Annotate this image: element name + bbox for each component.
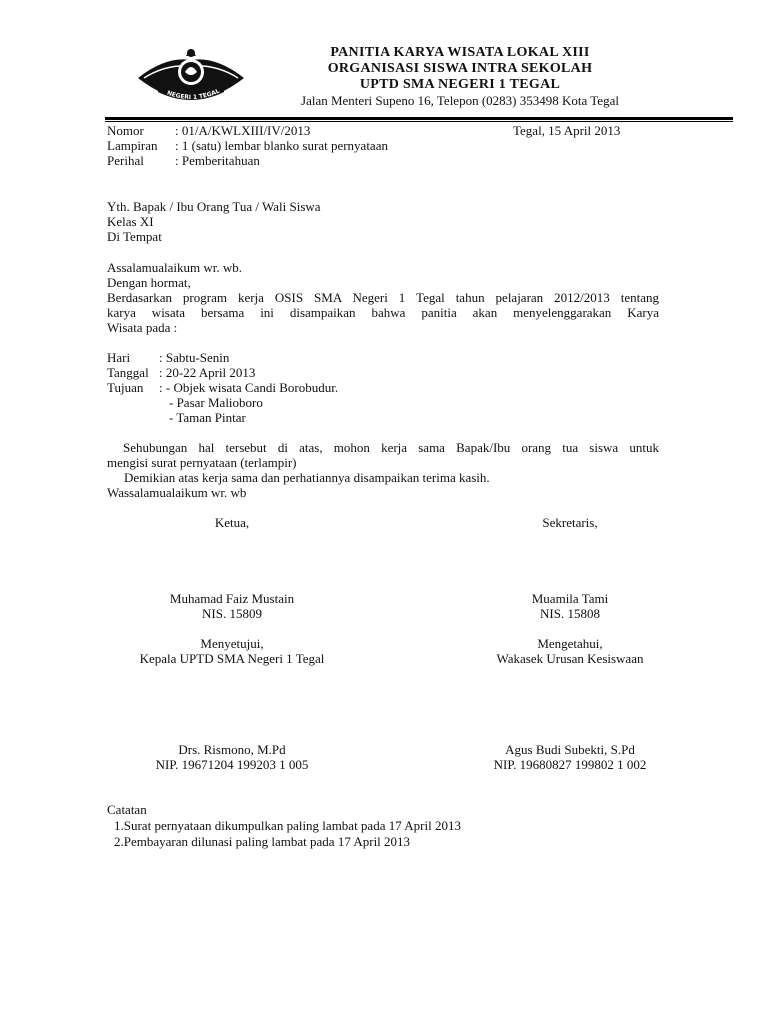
paragraph-2-line-1: Sehubungan hal tersebut di atas, mohon kerja sama Bapak/Ibu orang tua siswa untuk — [123, 440, 659, 455]
recipient-line-2: Kelas XI — [107, 214, 154, 229]
wakasek-id: NIP. 19680827 199802 1 002 — [493, 757, 647, 772]
letterhead-rule-thin — [105, 121, 733, 122]
recipient-line-3: Di Tempat — [107, 229, 162, 244]
tujuan-label: Tujuan — [107, 380, 144, 395]
ketua-role: Ketua, — [214, 515, 250, 530]
notes-title: Catatan — [107, 802, 147, 817]
perihal-value: : Pemberitahuan — [175, 153, 260, 168]
header-address: Jalan Menteri Supeno 16, Telepon (0283) 353498 Kota Tegal — [301, 93, 619, 108]
sekretaris-id: NIS. 15808 — [540, 606, 600, 621]
note-item: 1.Surat pernyataan dikumpulkan paling lambat pada 17 April 2013 — [114, 818, 461, 833]
lampiran-label: Lampiran — [107, 138, 158, 153]
paragraph-1-line-2: karya wisata bersama ini disampaikan bahwa panitia akan menyelenggarakan Karya — [107, 305, 659, 320]
header-line-1: PANITIA KARYA WISATA LOKAL XIII — [330, 45, 590, 60]
note-item: 2.Pembayaran dilunasi paling lambat pada 17 April 2013 — [114, 834, 411, 849]
sekretaris-name: Muamila Tami — [531, 591, 609, 606]
tanggal-value: : 20-22 April 2013 — [159, 365, 256, 380]
ketua-id: NIS. 15809 — [202, 606, 262, 621]
tujuan-item: - Pasar Malioboro — [169, 395, 263, 410]
tujuan-item: : - Objek wisata Candi Borobudur. — [159, 380, 339, 395]
paragraph-1-line-3: Wisata pada : — [107, 320, 178, 335]
header-line-2: ORGANISASI SISWA INTRA SEKOLAH — [327, 61, 593, 76]
paragraph-2-line-2: mengisi surat pernyataan (terlampir) — [107, 455, 297, 470]
recipient-line-1: Yth. Bapak / Ibu Orang Tua / Wali Siswa — [107, 199, 321, 214]
hari-label: Hari — [107, 350, 131, 365]
nomor-label: Nomor — [107, 123, 144, 138]
tanggal-label: Tanggal — [107, 365, 149, 380]
opening: Dengan hormat, — [107, 275, 191, 290]
kepala-name: Drs. Rismono, M.Pd — [178, 742, 286, 757]
letter-date: Tegal, 15 April 2013 — [513, 123, 621, 138]
paragraph-1-line-1: Berdasarkan program kerja OSIS SMA Negeri 1 Tegal tahun pelajaran 2012/2013 tentang — [107, 290, 659, 305]
lampiran-value: : 1 (satu) lembar blanko surat pernyataan — [175, 138, 388, 153]
sekretaris-role: Sekretaris, — [542, 515, 598, 530]
hari-value: : Sabtu-Senin — [159, 350, 230, 365]
letterhead-rule-thick — [105, 117, 733, 120]
kepala-role: Kepala UPTD SMA Negeri 1 Tegal — [139, 651, 325, 666]
logo-text: NEGERI 1 TEGAL — [165, 87, 221, 102]
perihal-label: Perihal — [107, 153, 144, 168]
school-logo — [136, 48, 246, 108]
paragraph-3: Demikian atas kerja sama dan perhatiannya disampaikan terima kasih. — [124, 470, 490, 485]
ketua-name: Muhamad Faiz Mustain — [169, 591, 295, 606]
menyetujui-role: Menyetujui, — [200, 636, 264, 651]
wakasek-name: Agus Budi Subekti, S.Pd — [505, 742, 635, 757]
kepala-id: NIP. 19671204 199203 1 005 — [155, 757, 309, 772]
greeting: Assalamualaikum wr. wb. — [107, 260, 243, 275]
closing: Wassalamualaikum wr. wb — [107, 485, 247, 500]
tujuan-item: - Taman Pintar — [169, 410, 246, 425]
mengetahui-role: Mengetahui, — [537, 636, 603, 651]
header-line-3: UPTD SMA NEGERI 1 TEGAL — [359, 77, 561, 92]
wakasek-role: Wakasek Urusan Kesiswaan — [496, 651, 644, 666]
nomor-value: : 01/A/KWLXIII/IV/2013 — [175, 123, 311, 138]
